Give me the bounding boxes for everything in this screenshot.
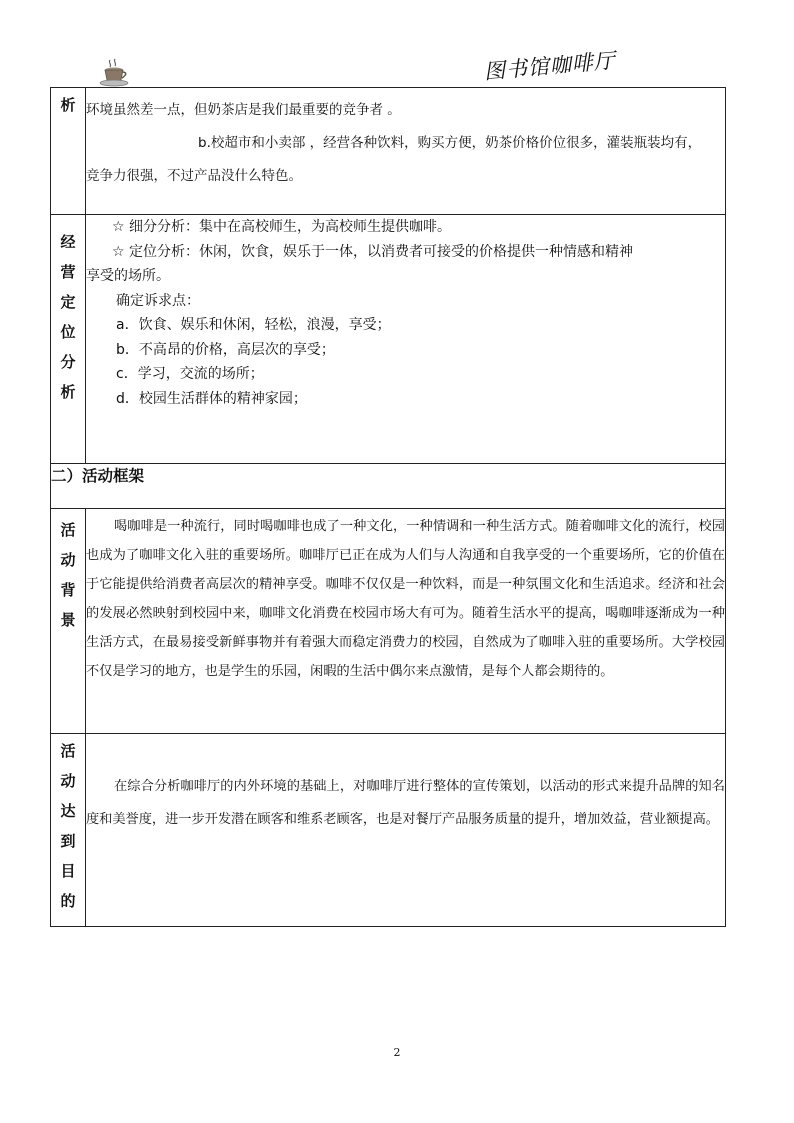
content-line: b．不高昂的价格，高层次的享受；: [116, 341, 335, 358]
content-line: b.校超市和小卖部 ，经营各种饮料，购买方便，奶茶价格价位很多，灌装瓶装均有，: [198, 135, 702, 151]
content-line: 竞争力很强，不过产品没什么特色。: [86, 168, 302, 184]
label-char: 达: [60, 802, 76, 820]
content-line: c．学习，交流的场所；: [116, 366, 264, 382]
plan-table: [50, 87, 726, 927]
row-content: [86, 88, 726, 215]
label-char: 动: [60, 772, 76, 790]
label-char: 目: [60, 862, 76, 880]
label-char: 活: [60, 521, 76, 539]
row-section-heading: [51, 464, 726, 509]
background-paragraph: 喝咖啡是一种流行，同时喝咖啡也成了一种文化，一种情调和一种生活方式。随着咖啡文化的流行，校园也成为了咖啡文化入驻的重要场所。咖啡厅已正在成为人们与人沟通和自我享受的一个重要场所，它的价值在于它能提供给消费者高层次的精神享受。咖啡不仅仅是一种饮料，而是一种氛围文化和生活追求。经济和社会的发展必然映射到校园中来，咖啡文化消费在校园市场大有可为。随着生活水平的提高，喝咖啡逐渐成为一种生活方式，在最易接受新鲜事物并有着强大而稳定消费力的校园，自然成为了咖啡入驻的重要场所。大学校园不仅是学习的地方，也是学生的乐园，闲暇的生活中偶尔来点激情，是每个人都会期待的。: [86, 519, 725, 679]
label-char: 经: [60, 233, 76, 251]
label-char: 析: [60, 96, 76, 114]
label-char: 营: [60, 263, 76, 281]
content-line: 环境虽然差一点，但奶茶店是我们最重要的竞争者 。: [86, 102, 401, 118]
content-line: d．校园生活群体的精神家园；: [116, 390, 307, 407]
row-analysis-cont: [51, 88, 726, 215]
label-char: 活: [60, 742, 76, 760]
coffee-cup-icon: [98, 58, 132, 88]
brand-title: 图书馆咖啡厅: [483, 48, 617, 84]
page-number: 2: [393, 1046, 401, 1059]
label-char: 动: [60, 551, 76, 569]
section-title: 二）活动框架: [51, 464, 726, 509]
label-char: 位: [60, 323, 76, 341]
content-line: 享受的场所。: [86, 268, 170, 284]
label-char: 背: [60, 581, 76, 599]
row-content: [86, 215, 726, 464]
label-char: 定: [60, 293, 76, 311]
row-background: [51, 509, 726, 734]
row-label: [51, 88, 86, 215]
row-content: [86, 509, 726, 734]
content-line: a．饮食、娱乐和休闲，轻松，浪漫，享受；: [116, 317, 391, 333]
row-label: [51, 509, 86, 734]
label-char: 景: [60, 611, 76, 629]
row-objective: [51, 734, 726, 927]
row-label: [51, 734, 86, 927]
label-char: 到: [60, 832, 76, 850]
row-content: [86, 734, 726, 927]
content-line: ☆ 定位分析：休闲，饮食，娱乐于一体，以消费者可接受的价格提供一种情感和精神: [112, 243, 633, 260]
content-line: ☆ 细分分析：集中在高校师生，为高校师生提供咖啡。: [112, 219, 451, 235]
row-label: [51, 215, 86, 464]
label-char: 析: [60, 383, 76, 401]
objective-paragraph: 在综合分析咖啡厅的内外环境的基础上，对咖啡厅进行整体的宣传策划，以活动的形式来提升品牌的知名度和美誉度，进一步开发潜在顾客和维系老顾客，也是对餐厅产品服务质量的提升，增加效益，营业额提高。: [86, 779, 725, 827]
label-char: 分: [60, 353, 76, 371]
row-positioning: [51, 215, 726, 464]
content-line: 确定诉求点：: [116, 292, 200, 309]
label-char: 的: [60, 892, 76, 910]
